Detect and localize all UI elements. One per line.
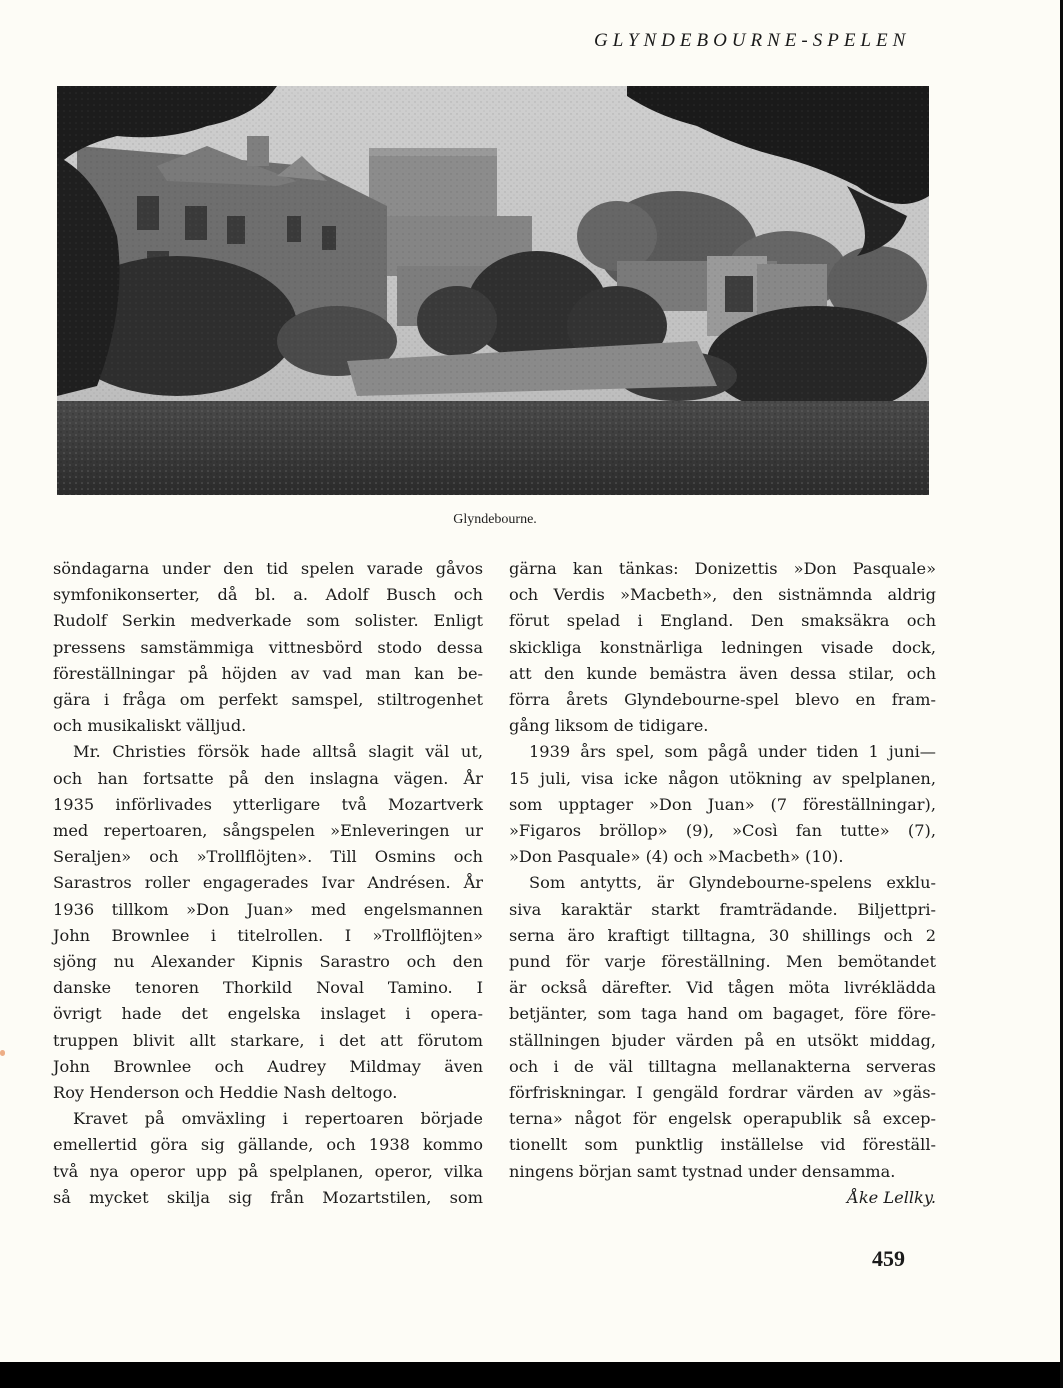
author-signature: Åke Lellky. xyxy=(847,1187,936,1207)
text-line: förra årets Glyndebourne-spel blevo en fram- xyxy=(509,690,936,710)
text-line: ningens början samt tystnad under densamma. xyxy=(509,1161,896,1181)
text-line: Mr. Christies försök hade alltså slagit väl ut, xyxy=(73,742,483,762)
text-line: ställningen bjuder värden på en utsökt middag, xyxy=(509,1030,936,1050)
text-line: gärna kan tänkas: Donizettis »Don Pasquale» xyxy=(509,559,936,578)
text-line: övrigt hade det engelska inslaget i opera- xyxy=(53,1004,483,1024)
text-line: »Don Pasquale» (4) och »Macbeth» (10). xyxy=(509,847,844,867)
ink-spot xyxy=(0,1050,5,1056)
text-line: pressens samstämmiga vittnesbörd stodo dessa xyxy=(53,637,483,657)
text-line: John Brownlee och Audrey Mildmay även xyxy=(53,1056,483,1076)
text-line: så mycket skilja sig från Mozartstilen, som xyxy=(53,1187,483,1207)
text-line: Kravet på omväxling i repertoaren började xyxy=(73,1109,483,1129)
text-line: 1939 års spel, som pågå under tiden 1 juni— xyxy=(529,742,936,762)
text-line: föreställningar på höjden av vad man kan be- xyxy=(53,663,483,683)
text-line: terna» något för engelsk operapublik så excep- xyxy=(509,1109,936,1129)
text-line: siva karaktär starkt framträdande. Biljettpri- xyxy=(509,899,936,919)
paragraph xyxy=(509,870,936,1184)
text-line: förut spelad i England. Den smaksäkra och xyxy=(509,611,936,631)
text-line: och han fortsatte på den inslagna vägen. År xyxy=(53,768,483,788)
text-line: förfriskningar. I gengäld fordrar värden av »gäs- xyxy=(509,1083,936,1103)
text-line: truppen blivit allt starkare, i det att förutom xyxy=(53,1030,483,1050)
text-line: två nya operor upp på spelplanen, operor, vilka xyxy=(53,1161,483,1181)
text-line: och i de väl tilltagna mellanakterna serveras xyxy=(509,1056,936,1076)
text-line: som upptager »Don Juan» (7 föreställningar), xyxy=(509,794,936,814)
text-line: Sarastros roller engagerades Ivar Andrésen. År xyxy=(53,873,483,893)
text-line: 1935 införlivades ytterligare två Mozartverk xyxy=(53,794,483,814)
running-title: GLYNDEBOURNE-SPELEN xyxy=(594,30,911,51)
text-line: att den kunde bemästra även dessa stilar, och xyxy=(509,663,936,683)
left-text-column xyxy=(53,556,483,1211)
right-text-column xyxy=(509,556,936,1211)
page-number: 459 xyxy=(872,1246,905,1271)
text-line: och musikaliskt välljud. xyxy=(53,716,247,736)
glyndebourne-photo xyxy=(57,86,929,495)
paragraph xyxy=(53,556,483,739)
text-line: Seraljen» och »Trollflöjten». Till Osmins och xyxy=(53,847,483,867)
paragraph xyxy=(509,556,936,739)
paragraph xyxy=(53,1106,483,1211)
photo-caption: Glyndebourne. xyxy=(453,512,537,527)
paragraph xyxy=(509,739,936,870)
text-line: serna äro kraftigt tilltagna, 30 shillings och 2 xyxy=(509,925,936,945)
text-line: söndagarna under den tid spelen varade gåvos xyxy=(53,559,483,578)
paragraph xyxy=(53,739,483,1106)
text-line: skickliga konstnärliga ledningen visade dock, xyxy=(509,637,936,657)
text-line: gära i fråga om perfekt samspel, stiltrogenhet xyxy=(53,690,483,710)
text-line: och Verdis »Macbeth», den sistnämnda aldrig xyxy=(509,585,936,605)
text-line: med repertoaren, sångspelen »Enleveringen ur xyxy=(53,821,483,841)
text-line: pund för varje föreställning. Men bemötandet xyxy=(509,952,936,972)
text-line: symfonikonserter, då bl. a. Adolf Busch och xyxy=(53,585,483,605)
text-line: emellertid göra sig gällande, och 1938 kommo xyxy=(53,1135,483,1155)
text-line: är också därefter. Vid tågen möta livréklädda xyxy=(509,978,936,998)
text-line: betjänter, som taga hand om bagaget, före före- xyxy=(509,1004,936,1024)
text-line: 15 juli, visa icke någon utökning av spelplanen, xyxy=(509,768,936,788)
text-line: 1936 tillkom »Don Juan» med engelsmannen xyxy=(53,899,483,919)
text-line: gång liksom de tidigare. xyxy=(509,716,709,736)
text-line: »Figaros bröllop» (9), »Così fan tutte» (7), xyxy=(509,821,936,841)
text-line: danske tenoren Thorkild Noval Tamino. I xyxy=(53,978,483,998)
text-line: Roy Henderson och Heddie Nash deltogo. xyxy=(53,1083,398,1103)
text-line: Som antytts, är Glyndebourne-spelens exklu- xyxy=(529,873,936,893)
text-line: tionellt som punktlig inställelse vid föreställ- xyxy=(509,1135,936,1155)
text-line: John Brownlee i titelrollen. I »Trollflöjten» xyxy=(53,925,483,945)
text-line: sjöng nu Alexander Kipnis Sarastro och den xyxy=(53,952,483,972)
text-line: Rudolf Serkin medverkade som solister. Enligt xyxy=(53,611,483,631)
